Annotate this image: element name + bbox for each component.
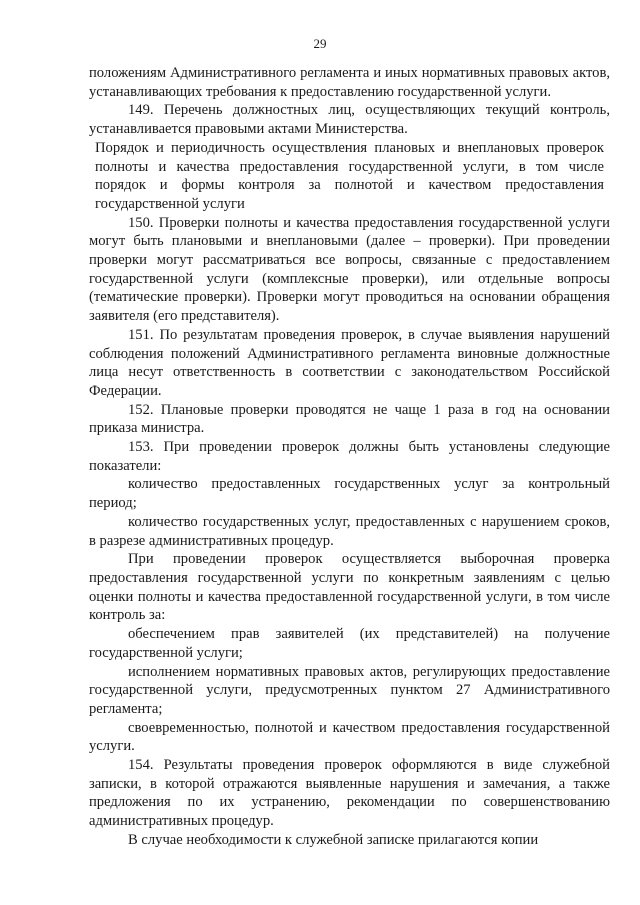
paragraph-continuation: положениям Административного регламента и иных нормативных правовых актов, устанавливающих требования к предоставлению государственной услуги. bbox=[89, 65, 610, 100]
control-item-2: исполнением нормативных правовых актов, регулирующих предоставление государственной услуги, предусмотренных пунктом 27 Административного регламента; bbox=[89, 663, 610, 717]
paragraph-152: 152. Плановые проверки проводятся не чаще 1 раза в год на основании приказа министра. bbox=[89, 401, 610, 437]
control-intro-paragraph: При проведении проверок осуществляется выборочная проверка предоставления государственной услуги по конкретным заявлениям с целью оценки полноты и качества предоставленной государственной услуги, в том числе контроль за: bbox=[89, 551, 610, 624]
page-number: 29 bbox=[313, 36, 327, 51]
paragraph-154: 154. Результаты проведения проверок оформляются в виде служебной записки, в которой отражаются выявленные нарушения и замечания, а также предложения по их устранению, рекомендации по совершенствованию административных процедур. bbox=[89, 757, 610, 830]
paragraph-154-continuation: В случае необходимости к служебной записке прилагаются копии bbox=[128, 831, 539, 848]
paragraph-151: 151. По результатам проведения проверок, в случае выявления нарушений соблюдения положений Административного регламента виновные должностные лица несут ответственность в соответствии с законодательством Российской Федерации. bbox=[89, 326, 610, 399]
paragraph-153: 153. При проведении проверок должны быть установлены следующие показатели: bbox=[89, 439, 610, 474]
indicator-item-2: количество государственных услуг, предоставленных с нарушением сроков, в разрезе административных процедур. bbox=[89, 513, 610, 549]
section-heading: Порядок и периодичность осуществления плановых и внеплановых проверок полноты и качества предоставления государственной услуги, в том числе порядок и формы контроля за полнотой и качеством предоставления государственной услуги bbox=[95, 139, 604, 212]
document-body bbox=[89, 64, 610, 850]
paragraph-149: 149. Перечень должностных лиц, осуществляющих текущий контроль, устанавливается правовыми актами Министерства. bbox=[89, 102, 610, 138]
control-item-3: своевременностью, полнотой и качеством предоставления государственной услуги. bbox=[89, 719, 610, 755]
indicator-item-1: количество предоставленных государственных услуг за контрольный период; bbox=[89, 476, 610, 512]
paragraph-150: 150. Проверки полноты и качества предоставления государственной услуги могут быть плановыми и внеплановыми (далее – проверки). При проведении проверки могут рассматриваться все вопросы, связанные с предоставлением государственной услуги (комплексные проверки), или отдельные вопросы (тематические проверки). Проверки могут проводиться на основании обращения заявителя (его представителя). bbox=[89, 214, 610, 325]
control-item-1: обеспечением прав заявителей (их представителей) на получение государственной услуги; bbox=[89, 626, 610, 661]
